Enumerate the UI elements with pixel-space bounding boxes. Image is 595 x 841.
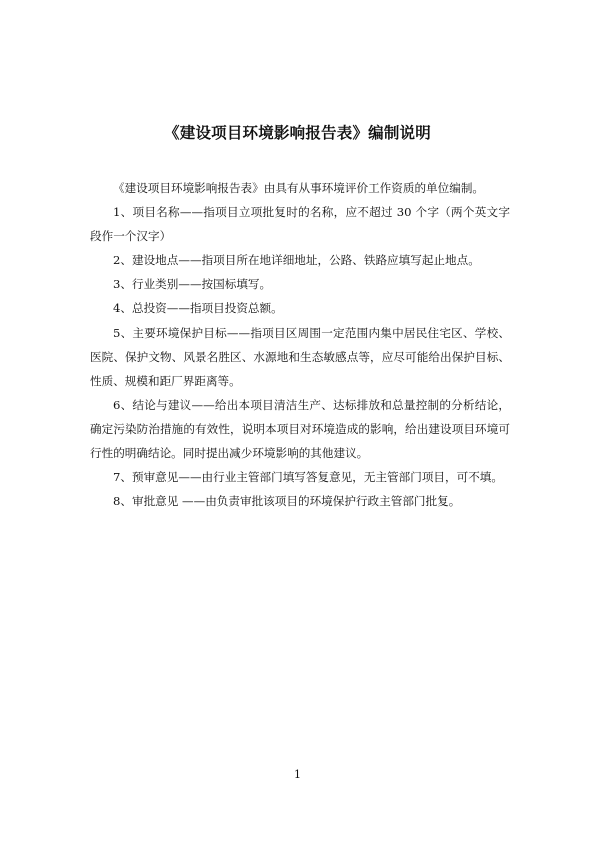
document-title: 《建设项目环境影响报告表》编制说明 [164, 124, 431, 142]
item-approval-opinion: 8、审批意见 ——由负责审批该项目的环境保护行政主管部门批复。 [113, 494, 461, 509]
item-industry-category: 3、行业类别——按国标填写。 [113, 277, 272, 292]
item-total-investment: 4、总投资——指项目投资总额。 [113, 301, 283, 316]
intro-paragraph: 《建设项目环境影响报告表》由具有从事环境评价工作资质的单位编制。 [113, 181, 485, 195]
item-project-name: 1、项目名称——指项目立项批复时的名称，应不超过 30 个字（两个英文字段作一个汉字） [90, 205, 510, 244]
item-protection-targets: 5、主要环境保护目标——指项目区周围一定范围内集中居民住宅区、学校、医院、保护文物、风景名胜区、水源地和生态敏感点等，应尽可能给出保护目标、性质、规模和距厂界距离等。 [90, 325, 510, 388]
document-body [90, 176, 510, 513]
item-conclusions: 6、结论与建议——给出本项目清洁生产、达标排放和总量控制的分析结论，确定污染防治措施的有效性，说明本项目对环境造成的影响，给出建设项目环境可行性的明确结论。同时提出减少环境影响的其他建议。 [90, 397, 510, 461]
page-number: 1 [294, 768, 301, 781]
item-pre-review-opinion: 7、预审意见——由行业主管部门填写答复意见，无主管部门项目，可不填。 [113, 470, 503, 485]
item-construction-site: 2、建设地点——指项目所在地详细地址，公路、铁路应填写起止地点。 [113, 253, 480, 268]
